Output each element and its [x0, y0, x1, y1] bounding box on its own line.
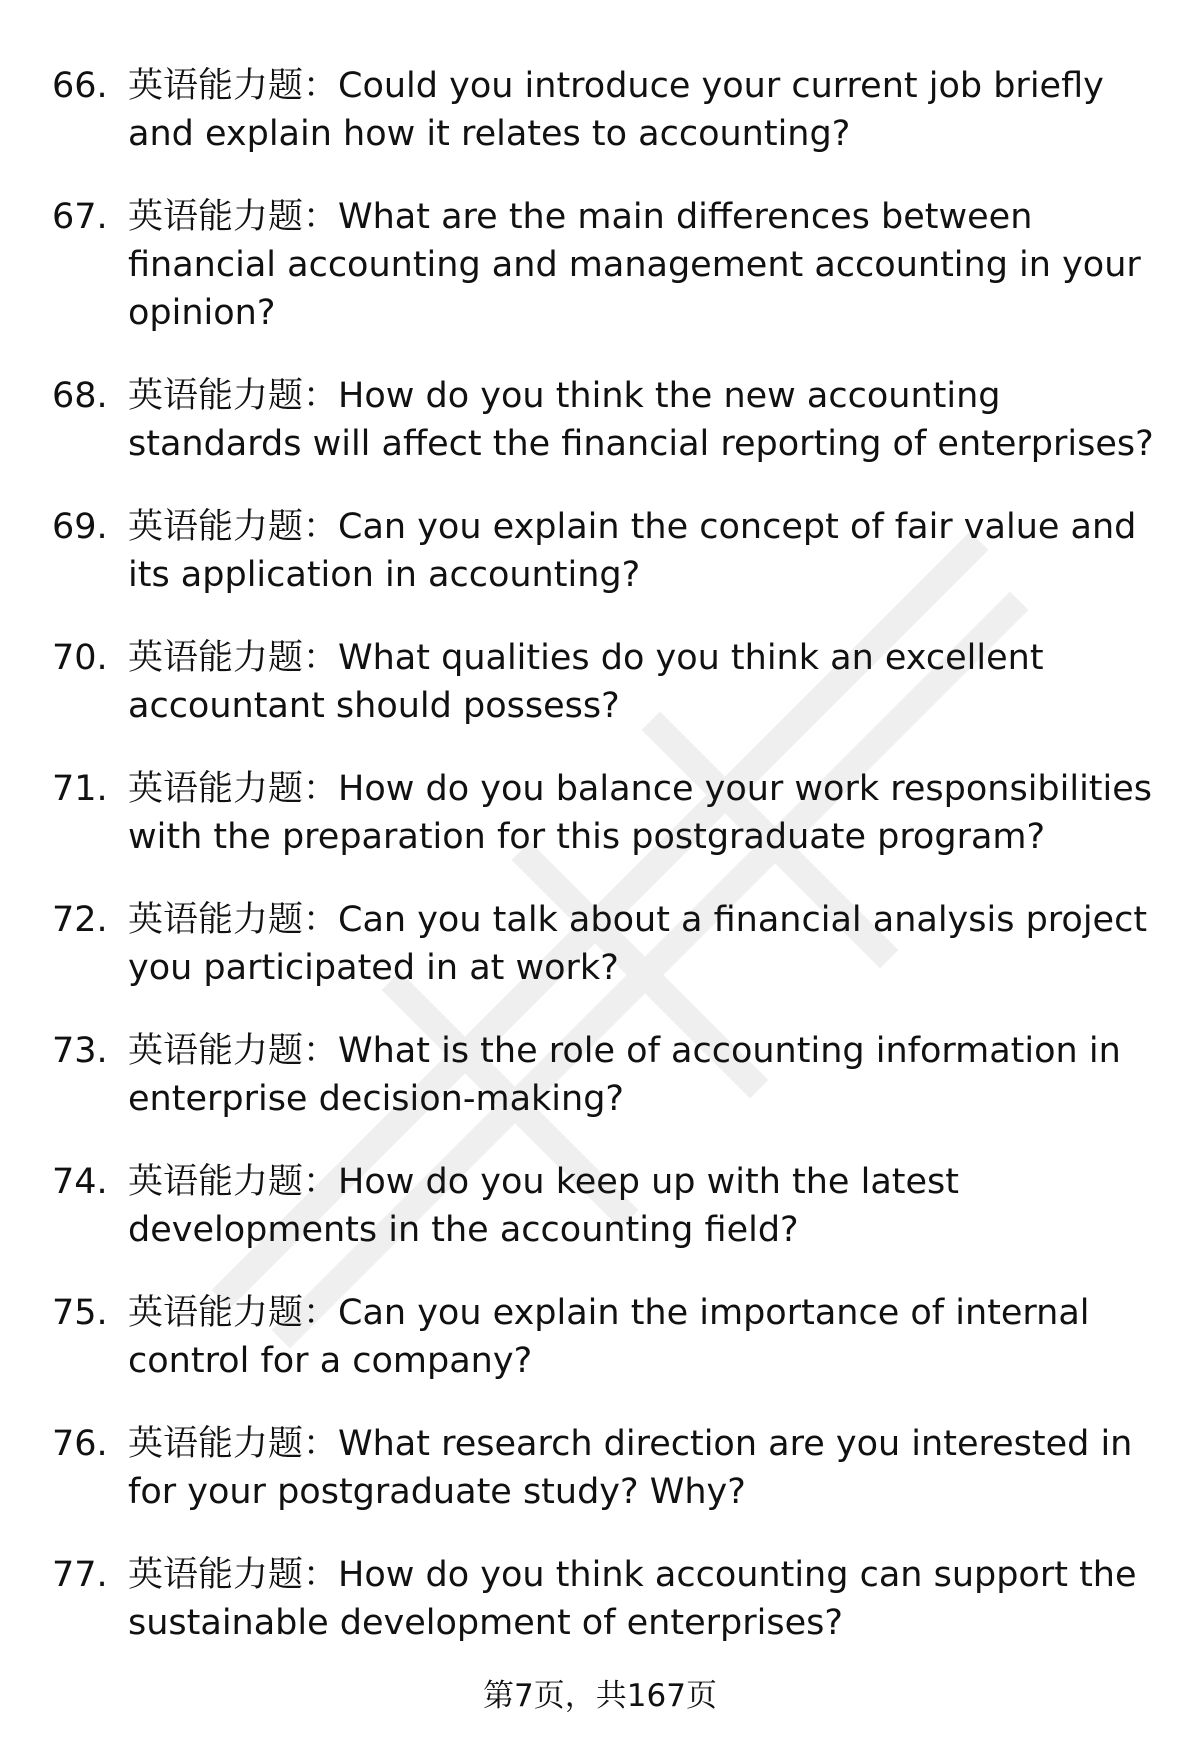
question-body [128, 634, 1162, 730]
question-number: 72. [52, 900, 108, 940]
page-footer: 第7页，共167页 [483, 1678, 717, 1714]
question-number: 77. [52, 1555, 108, 1595]
question-text: Can you talk about a financial analysis project you participated in at work? [128, 900, 1148, 988]
question-text: What is the role of accounting information in enterprise decision-making? [128, 1031, 1121, 1119]
question-body [128, 1551, 1162, 1647]
question-type: 英语能力题： [128, 66, 339, 106]
question-type: 英语能力题： [128, 1293, 339, 1333]
question-number: 69. [52, 507, 108, 547]
question-text: Could you introduce your current job briefly and explain how it relates to accounting? [128, 66, 1104, 154]
question-body [128, 193, 1162, 337]
question-item [52, 1420, 1162, 1516]
question-text: Can you explain the importance of internal control for a company? [128, 1293, 1090, 1381]
question-number: 68. [52, 376, 108, 416]
question-type: 英语能力题： [128, 769, 339, 809]
question-body [128, 1420, 1162, 1516]
question-body [128, 1289, 1162, 1385]
question-number: 74. [52, 1162, 108, 1202]
question-type: 英语能力题： [128, 507, 339, 547]
question-text: What are the main differences between financial accounting and management accounting in your opinion? [128, 197, 1141, 333]
question-body [128, 1027, 1162, 1123]
question-type: 英语能力题： [128, 197, 339, 237]
question-number: 67. [52, 197, 108, 237]
question-type: 英语能力题： [128, 1424, 339, 1464]
question-type: 英语能力题： [128, 638, 339, 678]
question-type: 英语能力题： [128, 376, 339, 416]
question-body [128, 62, 1162, 158]
question-text: How do you balance your work responsibilities with the preparation for this postgraduate program? [128, 769, 1153, 857]
question-type: 英语能力题： [128, 1162, 339, 1202]
question-item [52, 1289, 1162, 1385]
question-item [52, 765, 1162, 861]
question-item [52, 372, 1162, 468]
question-number: 71. [52, 769, 108, 809]
question-text: How do you keep up with the latest developments in the accounting field? [128, 1162, 959, 1250]
question-text: What research direction are you interested in for your postgraduate study? Why? [128, 1424, 1133, 1512]
question-text: Can you explain the concept of fair value and its application in accounting? [128, 507, 1137, 595]
question-number: 70. [52, 638, 108, 678]
question-type: 英语能力题： [128, 1555, 339, 1595]
question-body [128, 503, 1162, 599]
question-number: 66. [52, 66, 108, 106]
question-list [52, 62, 1162, 1682]
question-type: 英语能力题： [128, 900, 339, 940]
question-item [52, 896, 1162, 992]
question-item [52, 62, 1162, 158]
question-item [52, 1551, 1162, 1647]
question-body [128, 372, 1162, 468]
question-body [128, 1158, 1162, 1254]
question-number: 73. [52, 1031, 108, 1071]
question-body [128, 896, 1162, 992]
question-type: 英语能力题： [128, 1031, 339, 1071]
question-item [52, 634, 1162, 730]
question-item [52, 193, 1162, 337]
question-item [52, 1158, 1162, 1254]
question-text: How do you think accounting can support the sustainable development of enterprises? [128, 1555, 1137, 1643]
question-text: How do you think the new accounting standards will affect the financial reporting of enterprises? [128, 376, 1154, 464]
question-text: What qualities do you think an excellent accountant should possess? [128, 638, 1044, 726]
question-item [52, 503, 1162, 599]
question-body [128, 765, 1162, 861]
question-item [52, 1027, 1162, 1123]
question-number: 76. [52, 1424, 108, 1464]
question-number: 75. [52, 1293, 108, 1333]
